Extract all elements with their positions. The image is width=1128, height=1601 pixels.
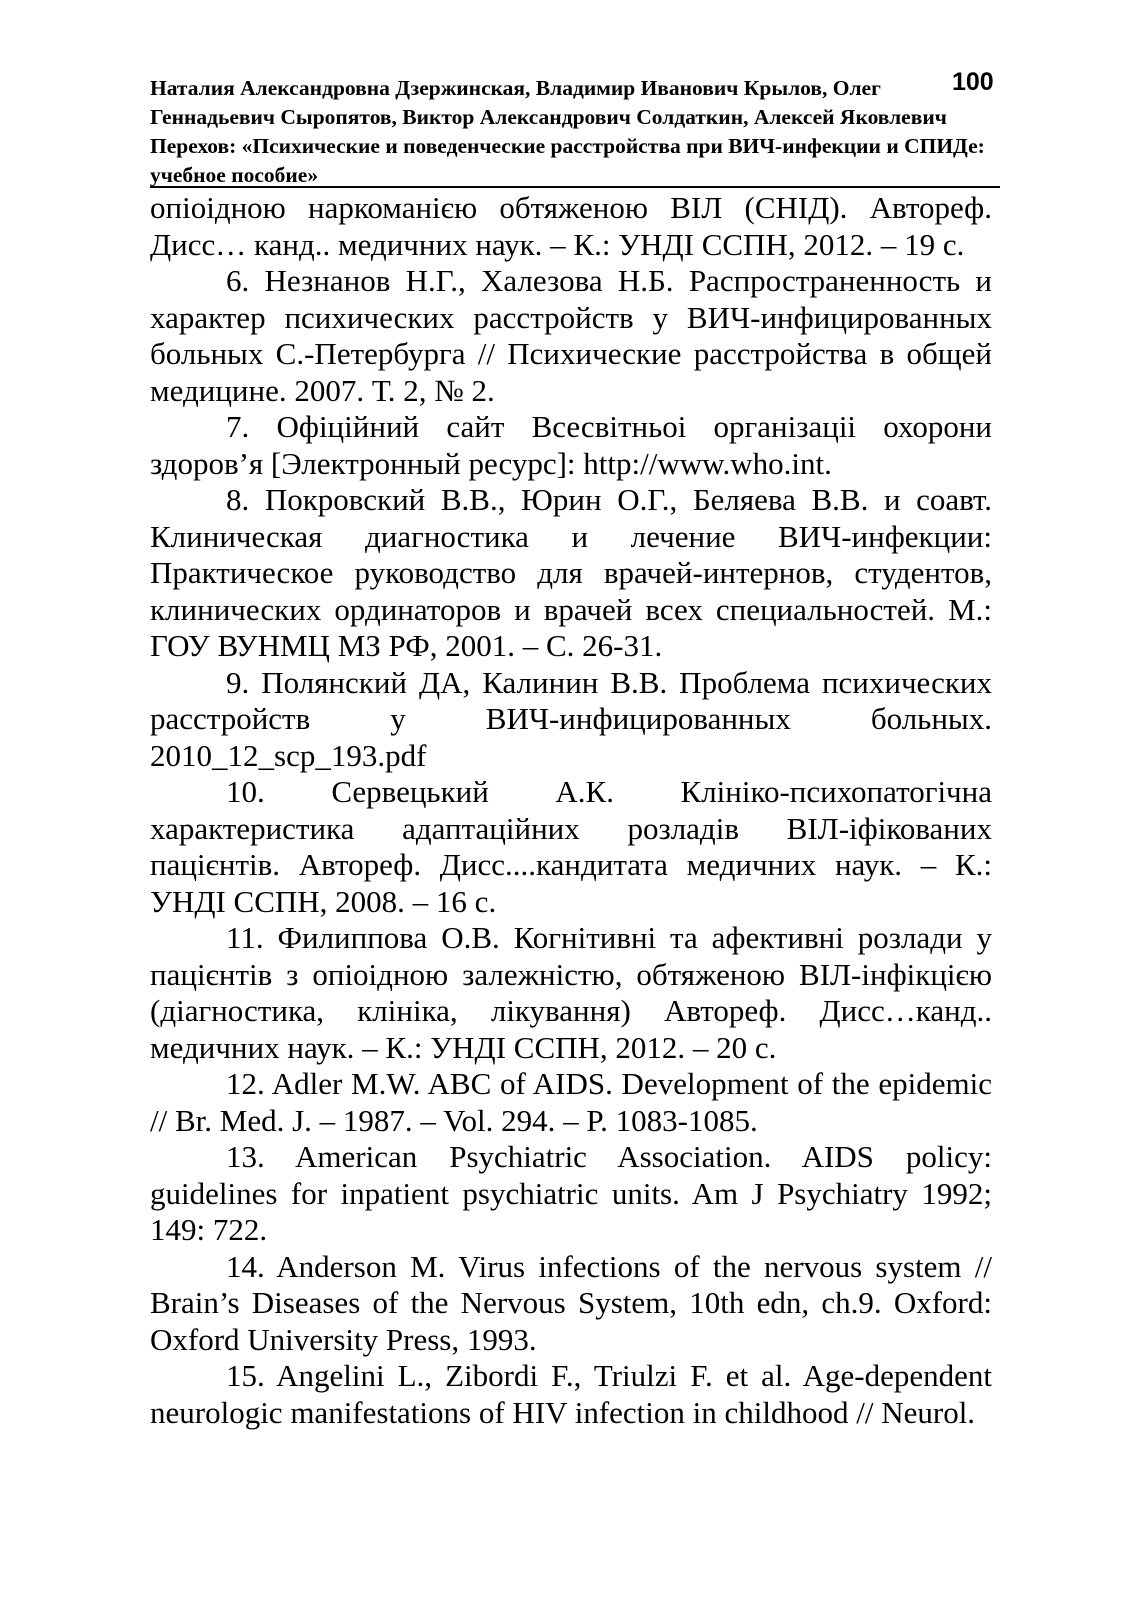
reference-item: 11. Филиппова О.В. Когнітивні та афективні розлади у пацієнтів з опіоідною залежністю, обтяженою ВІЛ-інфікцією (діагностика, клініка, лікування) Автореф. Дисс…канд.. медичних наук. – К.: УНДІ ССПН, 2012. – 20 с. <box>150 920 992 1065</box>
reference-item: 10. Сервецький А.К. Клініко-психопатогічна характеристика адаптаційних розладів ВІЛ-іфікованих пацієнтів. Автореф. Дисс....кандитата медичних наук. – К.: УНДІ ССПН, 2008. – 16 с. <box>150 774 992 919</box>
reference-item: 6. Незнанов Н.Г., Халезова Н.Б. Распространенность и характер психических расстройств у ВИЧ-инфицированных больных С.-Петербурга // Психические расстройства в общей медицине. 2007. Т. 2, № 2. <box>150 263 992 408</box>
reference-list <box>150 190 992 1431</box>
reference-item: 8. Покровский В.В., Юрин О.Г., Беляева В.В. и соавт. Клиническая диагностика и лечение ВИЧ-инфекции: Практическое руководство для врачей-интернов, студентов, клинических ординаторов и врачей всех специальностей. М.: ГОУ ВУНМЦ МЗ РФ, 2001. – С. 26-31. <box>150 482 992 663</box>
header-divider <box>150 186 1000 188</box>
reference-item: 9. Полянский ДА, Калинин В.В. Проблема психических расстройств у ВИЧ-инфицированных больных. 2010_12_scp_193.pdf <box>150 664 992 773</box>
reference-item: 7. Офіційний сайт Всесвітньоі організаціі охорони здоров’я [Электронный ресурс]: http://www.who.int. <box>150 409 992 481</box>
reference-item: 12. Adler M.W. ABC of AIDS. Development of the epidemic // Br. Med. J. – 1987. – Vol. 294. – P. 1083-1085. <box>150 1066 992 1138</box>
running-header: Наталия Александровна Дзержинская, Владимир Иванович Крылов, Олег Геннадьевич Сыропятов, Виктор Александрович Солдаткин, Алексей Яковлевич Перехов: «Психические и поведенческие расстройства при ВИЧ-инфекции и СПИДе: учебное пособие» <box>150 76 985 187</box>
reference-item: 14. Anderson M. Virus infections of the nervous system // Brain’s Diseases of the Nervous System, 10th edn, ch.9. Oxford: Oxford University Press, 1993. <box>150 1248 992 1357</box>
reference-continuation: опіоідною наркоманією обтяженою ВІЛ (СНІД). Автореф. Дисс… канд.. медичних наук. – К.: УНДІ ССПН, 2012. – 19 с. <box>150 190 992 262</box>
reference-item: 13. American Psychiatric Association. AIDS policy: guidelines for inpatient psychiatric units. Am J Psychiatry 1992; 149: 722. <box>150 1139 992 1247</box>
page-number: 100 <box>952 68 994 96</box>
reference-item: 15. Angelini L., Zibordi F., Triulzi F. et al. Age-dependent neurologic manifestations of HIV infection in childhood // Neurol. <box>150 1358 992 1430</box>
